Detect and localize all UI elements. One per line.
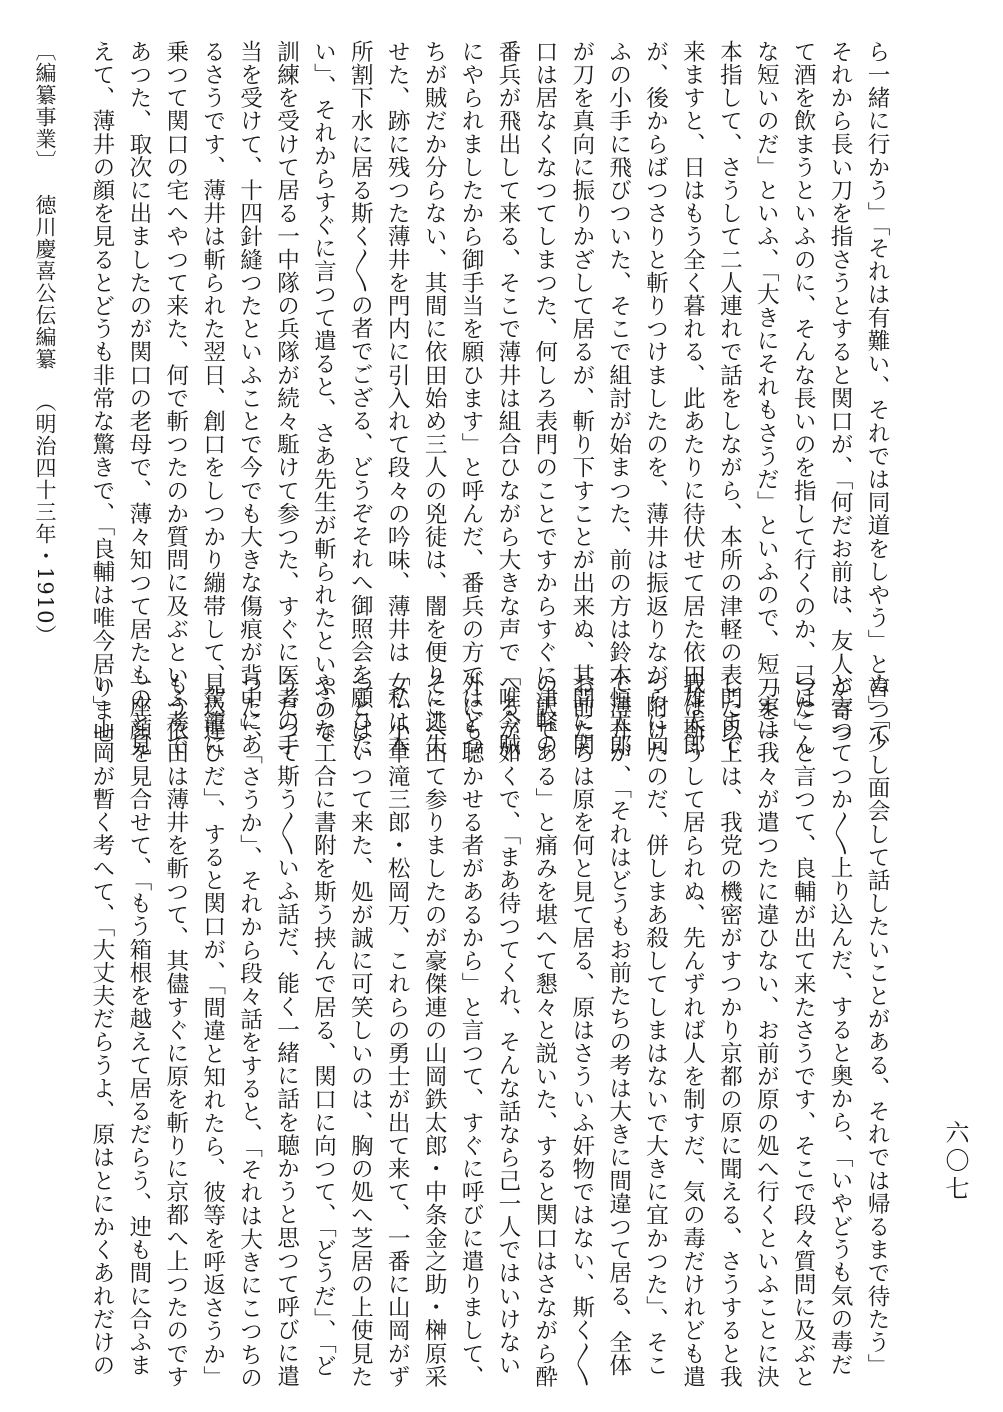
text-column: い」、それからすぐに言つて遣ると、さあ先生が斬られたといふので	[310, 40, 337, 745]
text-column: るさうです、薄井は斬られた翌日、創口をしつかり繃帯して、駕籠に	[199, 40, 226, 757]
text-column: 一座顔を見合せて、「もう箱根を越えて居るだらう、迚も間に合ふま	[125, 672, 152, 1377]
text-column: 外にも聴かせる者があるから」と言つて、すぐに呼びに遣りまして、	[458, 672, 485, 1389]
caption-date: （明治四十三年・1910）	[33, 391, 57, 647]
text-column: な短いのだ」といふ、「大きにそれもさうだ」といふので、短刀を一	[753, 40, 780, 745]
text-column: した以上は、我党の機密がすつかり京都の原に聞える、さうすると我	[716, 672, 743, 1389]
text-column: 「実は我々が遣つたに違ひない、お前が原の処へ行くといふことに決	[753, 672, 780, 1389]
text-column: ふの小手に飛びついた、そこで組討が始まつた、前の方は鈴木恒太郎	[605, 40, 632, 757]
text-column: 訓練を受けて居る一中隊の兵隊が続々駈けて参つた、すぐに医者の手	[273, 40, 300, 757]
text-column: つとはいつて来た、処が誠に可笑しいのは、胸の処へ芝居の上使見た	[347, 672, 374, 1389]
text-column: 来ますと、日はもう全く暮れる、此あたりに待伏せて居た依田雄太郎	[679, 40, 706, 757]
text-column: あつた、取次に出ましたのが関口の老母で、薄々知つて居たものと見	[125, 40, 152, 757]
caption-title: 徳川慶喜公伝編纂	[33, 193, 57, 370]
text-column: ちが賊だか分らない、其間に依田始め三人の兇徒は、闇を便りに逃失	[421, 40, 448, 757]
page-number: 六〇七	[941, 1120, 969, 1204]
text-column: と言つてつか〳〵上り込んだ、すると奥から、「いやどうも気の毒だ	[827, 672, 854, 1377]
text-column: ぬ」「少し面会して話したいことがある、それでは帰るまで待たう」	[864, 672, 890, 1377]
text-column: 本指して、さうして二人連れで話をしながら、本所の津軽の表門まで	[716, 40, 743, 757]
text-column: 当を受けて、十四針縫つたといふことで今でも大きな傷痕が背中にあ	[236, 40, 263, 757]
text-column: にやられましたから御手当を願ひます」と呼んだ、番兵の方ではどつ	[458, 40, 485, 757]
text-column: それから長い刀を指さうとすると関口が、「何だお前は、友人が寄つ	[827, 40, 854, 745]
text-column: やうな工合に書附を斯う挟んで居る、関口に向つて、「どうだ」、「ど	[310, 672, 337, 1378]
text-column: 女・小草滝三郎・松岡万、これらの勇士が出て来て、一番に山岡がず	[384, 672, 411, 1389]
text-column: の訳である」と痛みを堪へて懇々と説いた、すると関口はさながら酔	[531, 672, 558, 1389]
text-column: 見込違ひだ」、すると関口が、「間違と知れたら、彼等を呼返さうか」	[199, 672, 226, 1389]
text-column: 所割下水に居る斯く〳〵の者でござる、どうぞそれへ御照会を願ひた	[347, 40, 374, 756]
text-column: が、後からばつさりと斬りつけましたのを、薄井は振返りながらに向	[642, 40, 669, 757]
text-block-lower	[88, 672, 895, 1390]
text-column: て酒を飲まうといふのに、そんな長いのを指して行くのか、己はこん	[790, 40, 817, 757]
footer-caption	[30, 40, 60, 661]
text-column: うだつて斯う〳〵いふ話だ、能く一緒に話を聴かうと思つて呼びに遣	[273, 672, 300, 1388]
text-column: へるが如くで、「まあ待つてくれ、そんな話なら己一人ではいけない	[494, 672, 521, 1377]
text-column: えて、薄井の顔を見るとどうも非常な驚きで、「良輔は唯今居りませ	[88, 40, 115, 745]
caption-series: 〔編纂事業〕	[33, 40, 57, 172]
text-block-upper	[88, 40, 895, 757]
text-column: つた」と言つて、良輔が出て来たさうです、そこで段々質問に及ぶと	[790, 672, 817, 1389]
text-column: で薄井が、「それはどうもお前たちの考は大きに間違つて居る、全体	[605, 672, 632, 1377]
text-column: つた」、「さうか」、それから段々話をすると、「それは大きにこつちの	[236, 672, 263, 1390]
text-column: 番兵が飛出して来る、そこで薄井は組合ひながら大きな声で「唯今賊	[494, 40, 521, 757]
text-column: つ附けたのだ、併しまあ殺してしまはないで大きに宜かつた」、そこ	[642, 672, 669, 1377]
text-column: ら一緒に行かう」「それは有難い、それでは同道をしやう」と言つて	[864, 40, 890, 745]
text-column: い」山岡が暫く考へて、「大丈夫だらうよ、原はとにかくあれだけの	[88, 672, 115, 1377]
text-column: 口は居なくなつてしまつた、何しろ表門のことですからすぐに津軽の	[531, 40, 558, 757]
text-column: が刀を真向に振りかざして居るが、斬り下すことが出来ぬ、其間に関	[568, 40, 595, 757]
text-column: もう依田は薄井を斬つて、其儘すぐに原を斬りに京都へ上つたのです	[162, 672, 189, 1389]
text-column: お前たちは原を何と見て居る、原はさういふ奸物ではない、斯く〳〵	[568, 672, 595, 1388]
text-column: 乗つて関口の宅へやつて来た、何で斬つたのか質問に及ぶといふ考で	[162, 40, 189, 757]
text-column: せた、跡に残つた薄井を門内に引入れて段々の吟味、薄井は「私は本	[384, 40, 411, 757]
text-column: そこへ出て参りましたのが豪傑連の山岡鉄太郎・中条金之助・榊原采	[421, 672, 448, 1389]
text-column: 我は斯うして居られぬ、先んずれば人を制すだ、気の毒だけれども遣	[679, 672, 706, 1389]
